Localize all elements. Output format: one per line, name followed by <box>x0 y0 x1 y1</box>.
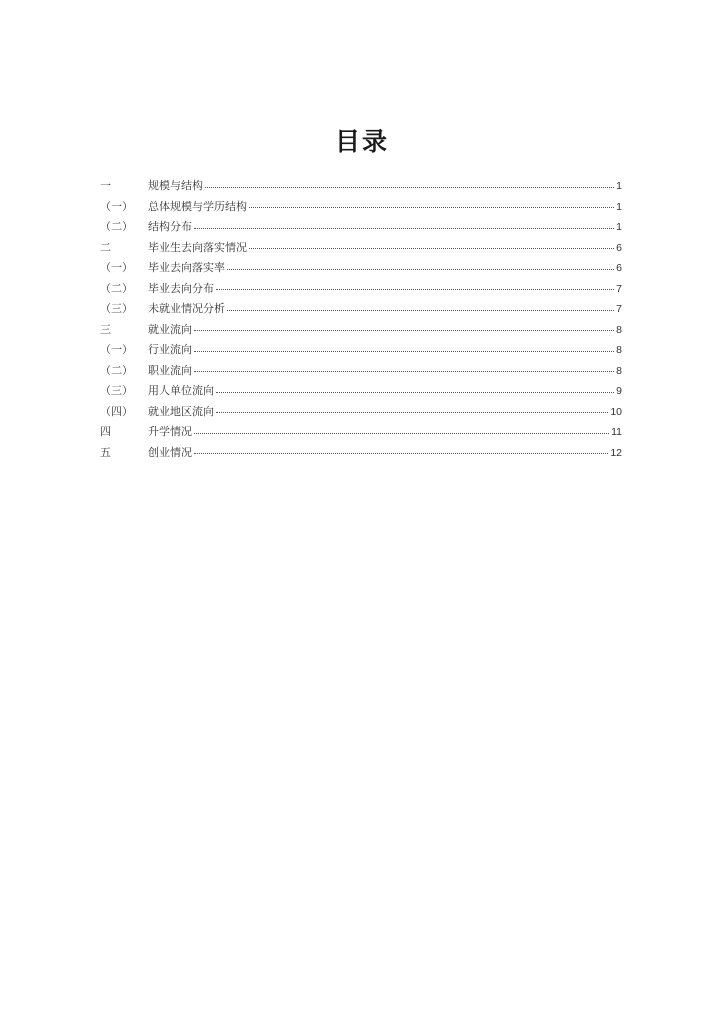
toc-dot-leader <box>216 392 614 393</box>
toc-entry-label: 就业地区流向 <box>148 404 214 418</box>
table-of-contents <box>100 176 622 463</box>
toc-entry[interactable] <box>100 381 622 402</box>
toc-dot-leader <box>194 228 614 229</box>
toc-entry-page: 6 <box>616 241 622 254</box>
toc-entry-label: 结构分布 <box>148 220 192 233</box>
toc-entry[interactable] <box>100 422 622 443</box>
toc-dot-leader <box>249 248 614 249</box>
toc-entry[interactable] <box>100 340 622 361</box>
toc-entry-page: 11 <box>611 426 622 438</box>
toc-dot-leader <box>194 433 609 434</box>
toc-dot-leader <box>216 412 608 413</box>
toc-entry-number: 四 <box>100 425 111 438</box>
toc-dot-leader <box>249 207 614 208</box>
toc-entry-number: 二 <box>100 240 111 254</box>
toc-entry-number: 五 <box>100 445 111 459</box>
toc-entry-label: 毕业去向分布 <box>148 281 214 295</box>
toc-entry[interactable] <box>100 197 622 218</box>
toc-entry-page: 7 <box>616 282 622 295</box>
toc-dot-leader <box>194 330 614 331</box>
toc-entry-page: 6 <box>616 262 622 274</box>
toc-entry-label: 规模与结构 <box>148 179 203 192</box>
toc-entry-label: 未就业情况分析 <box>148 302 225 315</box>
toc-entry[interactable] <box>100 279 622 300</box>
toc-entry-label: 创业情况 <box>148 445 192 459</box>
toc-entry-page: 12 <box>610 446 622 459</box>
toc-entry-page: 1 <box>616 221 622 233</box>
toc-entry-label: 升学情况 <box>148 425 192 438</box>
toc-entry-number: （一） <box>100 199 133 213</box>
toc-dot-leader <box>227 310 614 311</box>
toc-entry[interactable] <box>100 217 622 238</box>
toc-entry-number: （一） <box>100 343 133 356</box>
toc-entry-label: 毕业去向落实率 <box>148 261 225 274</box>
toc-entry[interactable] <box>100 443 622 464</box>
toc-entry-page: 9 <box>616 385 622 397</box>
toc-entry-page: 8 <box>616 364 622 377</box>
toc-dot-leader <box>205 187 614 188</box>
toc-dot-leader <box>227 269 614 270</box>
toc-entry-label: 职业流向 <box>148 363 192 377</box>
toc-dot-leader <box>194 351 614 352</box>
toc-entry-number: 一 <box>100 179 111 192</box>
toc-entry-label: 总体规模与学历结构 <box>148 199 247 213</box>
toc-entry-number: （三） <box>100 302 133 315</box>
toc-entry-label: 用人单位流向 <box>148 384 214 397</box>
toc-title: 目录 <box>334 127 389 156</box>
toc-entry-label: 就业流向 <box>148 322 192 336</box>
toc-entry[interactable] <box>100 402 622 423</box>
toc-entry-page: 7 <box>616 303 622 315</box>
toc-entry-page: 8 <box>616 323 622 336</box>
toc-dot-leader <box>216 289 614 290</box>
toc-entry-number: （四） <box>100 404 133 418</box>
toc-entry[interactable] <box>100 258 622 279</box>
toc-entry-number: （二） <box>100 363 133 377</box>
toc-entry[interactable] <box>100 361 622 382</box>
toc-dot-leader <box>194 453 608 454</box>
toc-entry-page: 10 <box>610 405 622 418</box>
toc-dot-leader <box>194 371 614 372</box>
toc-entry[interactable] <box>100 320 622 341</box>
toc-entry-number: （一） <box>100 261 133 274</box>
toc-entry[interactable] <box>100 176 622 197</box>
toc-entry-number: 三 <box>100 322 111 336</box>
toc-entry[interactable] <box>100 238 622 259</box>
toc-entry-label: 行业流向 <box>148 343 192 356</box>
toc-entry-page: 1 <box>616 200 622 213</box>
toc-entry-number: （三） <box>100 384 133 397</box>
toc-entry-page: 1 <box>616 180 622 192</box>
toc-entry-page: 8 <box>616 344 622 356</box>
toc-entry[interactable] <box>100 299 622 320</box>
toc-entry-label: 毕业生去向落实情况 <box>148 240 247 254</box>
toc-entry-number: （二） <box>100 220 133 233</box>
toc-entry-number: （二） <box>100 281 133 295</box>
